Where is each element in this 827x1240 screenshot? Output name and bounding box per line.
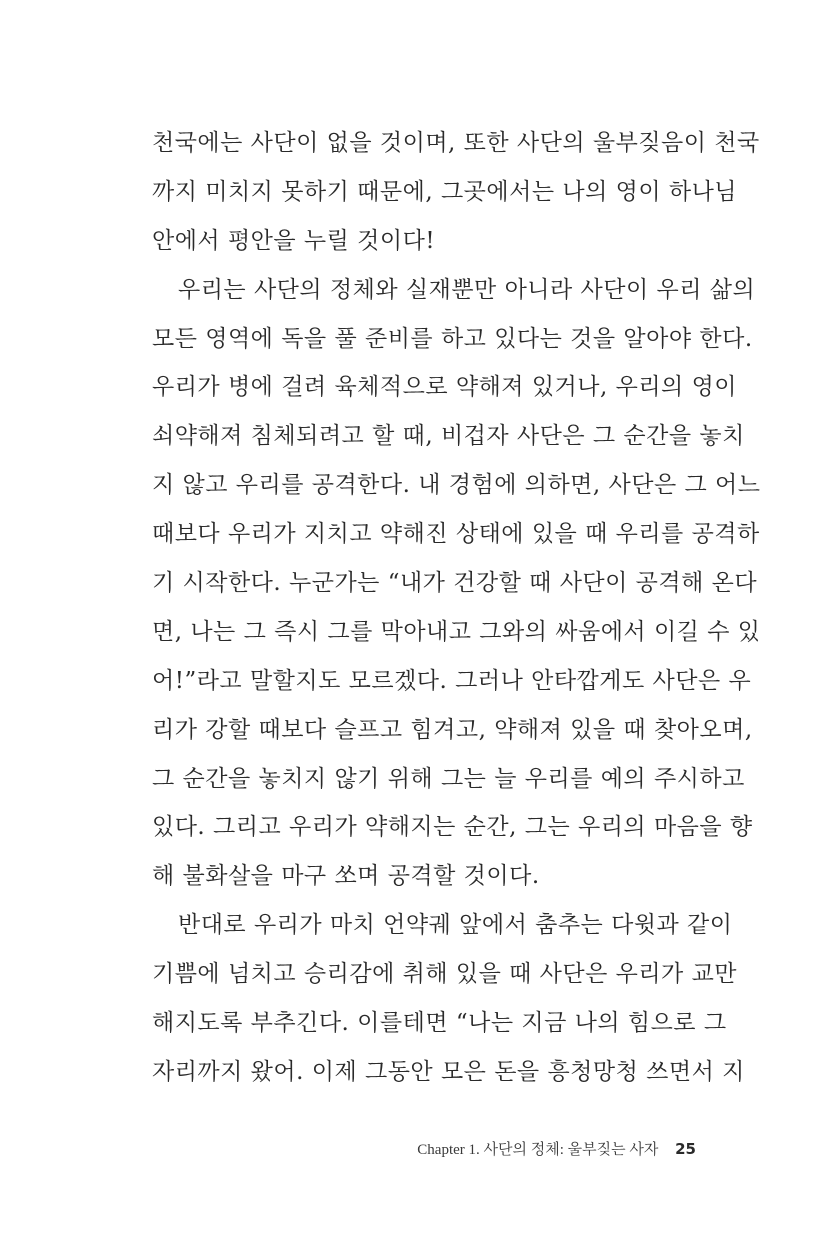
page-footer: [417, 1138, 696, 1159]
running-footer-chapter: Chapter 1. 사단의 정체: 울부짖는 사자: [417, 1142, 659, 1158]
body-line: 해지도록 부추긴다. 이를테면 “나는 지금 나의 힘으로 그: [152, 1010, 727, 1037]
body-text: [152, 119, 761, 1097]
body-line: 쇠약해져 침체되려고 할 때, 비겁자 사단은 그 순간을 놓치: [152, 423, 745, 450]
body-line: 천국에는 사단이 없을 것이며, 또한 사단의 울부짖음이 천국: [152, 130, 760, 156]
body-line: 우리가 병에 걸려 육체적으로 약해져 있거나, 우리의 영이: [152, 374, 738, 401]
body-line: 어!”라고 말할지도 모르겠다. 그러나 안타깝게도 사단은 우: [152, 667, 752, 694]
body-line: 리가 강할 때보다 슬프고 힘겨고, 약해져 있을 때 찾아오며,: [152, 716, 753, 743]
body-line: 해 불화살을 마구 쏘며 공격할 것이다.: [152, 863, 540, 890]
page-number: 25: [675, 1140, 696, 1158]
body-line: 때보다 우리가 지치고 약해진 상태에 있을 때 우리를 공격하: [152, 521, 760, 548]
body-line: 지 않고 우리를 공격한다. 내 경험에 의하면, 사단은 그 어느: [152, 472, 761, 499]
body-line: 반대로 우리가 마치 언약궤 앞에서 춤추는 다윗과 같이: [178, 912, 733, 939]
body-line: 까지 미치지 못하기 때문에, 그곳에서는 나의 영이 하나님: [152, 178, 738, 205]
body-line: 기 시작한다. 누군가는 “내가 건강할 때 사단이 공격해 온다: [152, 570, 758, 597]
body-line: 그 순간을 놓치지 않기 위해 그는 늘 우리를 예의 주시하고: [152, 765, 745, 792]
body-line: 기쁨에 넘치고 승리감에 취해 있을 때 사단은 우리가 교만: [152, 961, 738, 988]
body-line: 있다. 그리고 우리가 약해지는 순간, 그는 우리의 마음을 향: [152, 814, 753, 841]
body-line: 자리까지 왔어. 이제 그동안 모은 돈을 흥청망청 쓰면서 지: [152, 1058, 745, 1085]
body-line: 우리는 사단의 정체와 실재뿐만 아니라 사단이 우리 삶의: [178, 276, 756, 303]
body-line: 안에서 평안을 누릴 것이다!: [152, 227, 436, 254]
body-line: 모든 영역에 독을 풀 준비를 하고 있다는 것을 알아야 한다.: [152, 325, 753, 352]
body-line: 면, 나는 그 즉시 그를 막아내고 그와의 싸움에서 이길 수 있: [152, 618, 761, 645]
